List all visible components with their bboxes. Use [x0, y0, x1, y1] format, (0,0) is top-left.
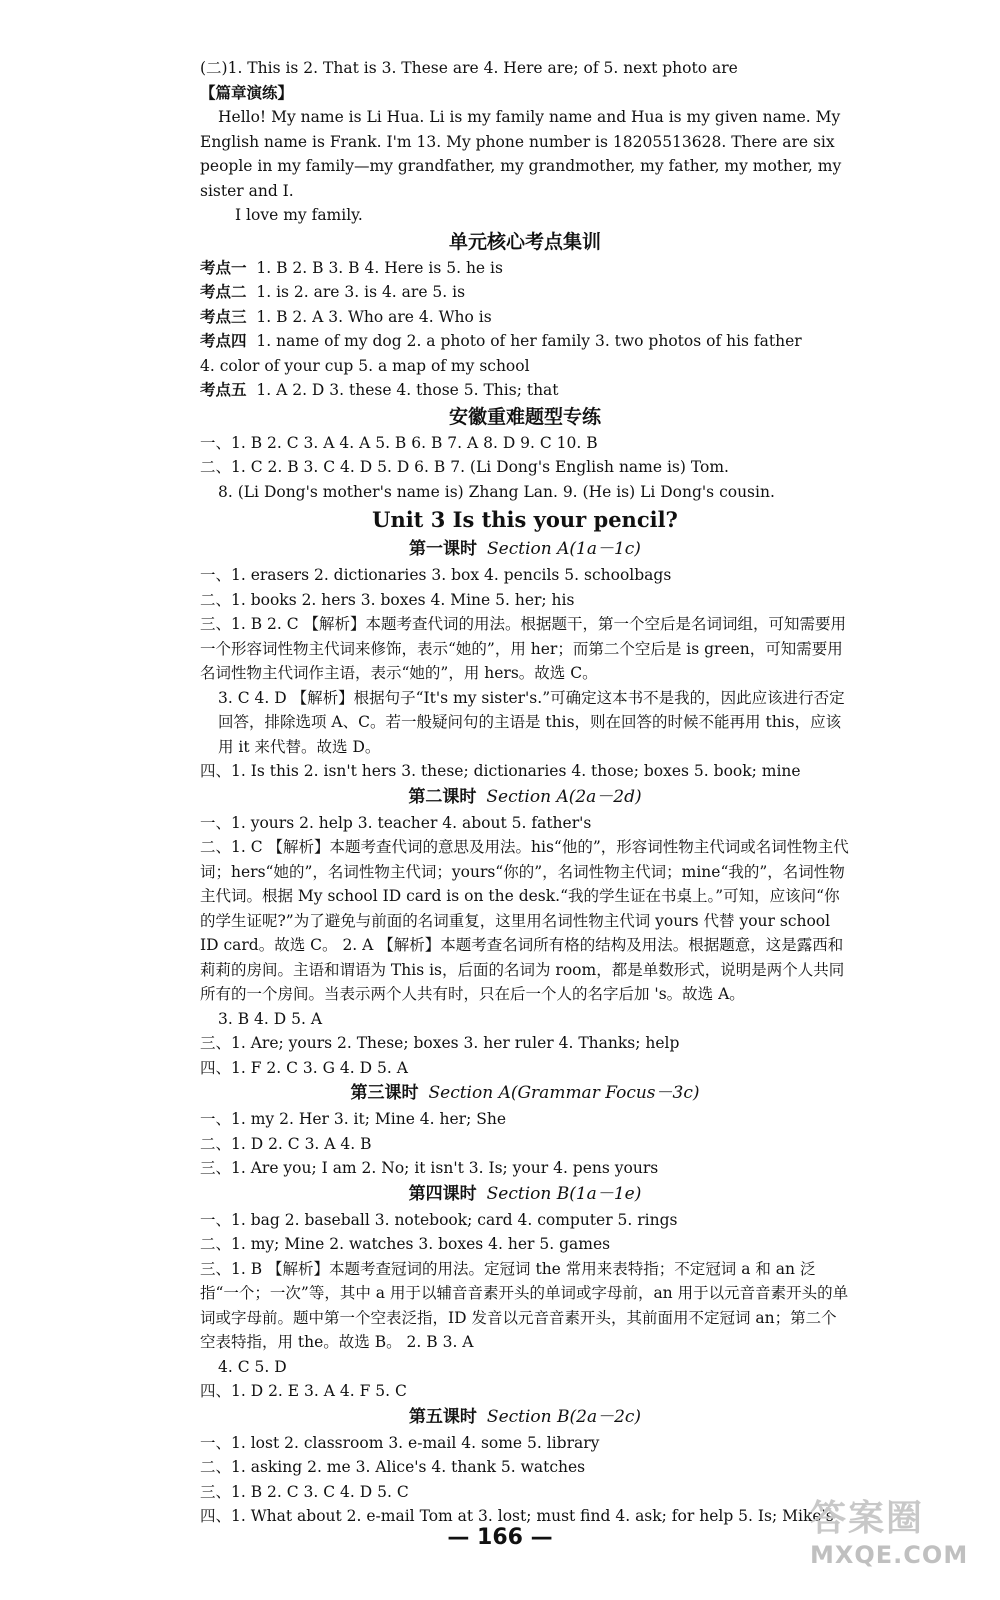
- text-line: (二)1. This is 2. That is 3. These are 4. Here are; of 5. next photo are: [200, 59, 738, 77]
- lesson-section: Section A(2a－2d): [486, 786, 642, 807]
- answer-line: 1. is 2. are 3. is 4. are 5. is: [256, 283, 466, 301]
- lesson-section: Section B(1a－1e): [486, 1183, 642, 1204]
- lesson-heading: [200, 1080, 850, 1107]
- lesson-title: 第三课时: [350, 1083, 419, 1103]
- answer-line: 8. (Li Dong's mother's name is) Zhang Lan. 9. (He is) Li Dong's cousin.: [218, 482, 775, 501]
- answer-line: 1. A 2. D 3. these 4. those 5. This; that: [256, 381, 559, 399]
- heading-core: 单元核心考点集训: [448, 230, 601, 253]
- lesson-section: Section A(Grammar Focus－3c): [428, 1083, 700, 1103]
- answer-line: 一、1. yours 2. help 3. teacher 4. about 5. father's: [200, 813, 592, 832]
- answer-line: 4. C 5. D: [218, 1357, 287, 1376]
- answer-line: 一、1. lost 2. classroom 3. e-mail 4. some 5. library: [200, 1433, 600, 1452]
- answer-line: 1. name of my dog 2. a photo of her family 3. two photos of his father: [256, 332, 802, 350]
- answer-line: 四、1. Is this 2. isn't hers 3. these; dictionaries 4. those; boxes 5. book; mine: [200, 762, 801, 780]
- watermark-en: MXQE.COM: [810, 1541, 969, 1569]
- unit-title: Unit 3 Is this your pencil?: [372, 507, 678, 532]
- answer-line: 1. B 2. B 3. B 4. Here is 5. he is: [256, 258, 503, 277]
- answer-page: [200, 56, 850, 1529]
- answer-line: 1. B 2. A 3. Who are 4. Who is: [256, 307, 492, 326]
- watermark-cn: 答案圈: [810, 1498, 925, 1539]
- answer-line: 三、1. Are you; I am 2. No; it isn't 3. Is; your 4. pens yours: [200, 1159, 659, 1177]
- answer-line: 3. B 4. D 5. A: [218, 1009, 323, 1028]
- answer-line: 三、1. Are; yours 2. These; boxes 3. her ruler 4. Thanks; help: [200, 1034, 680, 1052]
- paragraph: Hello! My name is Li Hua. Li is my family name and Hua is my given name. My English name is Frank. I'm 13. My phone number is 18205513628. There are six people in my family—my grandfather, my grandmother, my father, my mother, my sister and I.: [200, 108, 842, 200]
- point-tag: 考点四: [200, 331, 247, 350]
- answer-line: 一、1. my 2. Her 3. it; Mine 4. her; She: [200, 1110, 507, 1128]
- lesson-heading: [200, 1181, 850, 1208]
- lesson-section: Section B(2a－2c): [486, 1406, 642, 1427]
- answer-line: 三、1. B 2. C 3. C 4. D 5. C: [200, 1482, 409, 1501]
- answer-line: 四、1. D 2. E 3. A 4. F 5. C: [200, 1382, 407, 1400]
- point-tag: 考点一: [200, 257, 247, 277]
- section-label: 【篇章演练】: [200, 82, 294, 102]
- point-tag: 考点二: [200, 282, 247, 301]
- answer-explanation: 二、1. C 【解析】本题考查代词的意思及用法。his“他的”，形容词性物主代词或名词性物主代词；hers“她的”，名词性物主代词；yours“你的”，名词性物主代词；mine“我的”，名词性物主代词。根据 My school ID card is on the desk.“我的学生证在书桌上。”可知，应该问“你的学生证呢?”为了避免与前面的名词重复，这里用名词性物主代词 yours 代替 your school ID card。故选 C。 2. A 【解析】本题考查名词所有格的结构及用法。根据题意，这是露西和莉莉的房间。主语和谓语为 This is，后面的名词为 room，都是单数形式，说明是两个人共同所有的一个房间。当表示两个人共有时，只在后一个人的名字后加 's。故选 A。: [200, 838, 849, 1003]
- lesson-title: 第四课时: [408, 1183, 477, 1204]
- answer-explanation: 3. C 4. D 【解析】根据句子“It's my sister's.”可确定这本书不是我的，因此应该进行否定回答，排除选项 A、C。若一般疑问句的主语是 this，则在回答的时候不能再用 this，应该用 it 来代替。故选 D。: [218, 688, 845, 756]
- answer-line: 二、1. asking 2. me 3. Alice's 4. thank 5. watches: [200, 1458, 586, 1476]
- answer-line: 一、1. bag 2. baseball 3. notebook; card 4. computer 5. rings: [200, 1210, 678, 1229]
- lesson-heading: [200, 1404, 850, 1431]
- answer-line: 一、1. erasers 2. dictionaries 3. box 4. pencils 5. schoolbags: [200, 566, 672, 584]
- answer-line: 二、1. books 2. hers 3. boxes 4. Mine 5. her; his: [200, 590, 575, 609]
- heading-anhui: 安徽重难题型专练: [448, 405, 601, 428]
- lesson-title: 第一课时: [409, 539, 478, 559]
- page-number: — 166 —: [447, 1525, 553, 1550]
- answer-line: 4. color of your cup 5. a map of my school: [200, 356, 530, 375]
- answer-explanation: 三、1. B 【解析】本题考查冠词的用法。定冠词 the 常用来表特指；不定冠词 a 和 an 泛指“一个；一次”等，其中 a 用于以辅音音素开头的单词或字母前，an 用于以元音音素开头的单词或字母前。题中第一个空表泛指，ID 发音以元音音素开头，其前面用不定冠词 an；第二个空表特指，用 the。故选 B。 2. B 3. A: [200, 1259, 849, 1351]
- point-tag: 考点五: [200, 380, 247, 399]
- lesson-section: Section A(1a－1c): [487, 539, 641, 559]
- answer-line: 四、1. F 2. C 3. G 4. D 5. A: [200, 1058, 408, 1077]
- text-line: I love my family.: [235, 206, 363, 224]
- point-tag: 考点三: [200, 306, 247, 326]
- lesson-title: 第五课时: [408, 1406, 477, 1427]
- answer-explanation: 三、1. B 2. C 【解析】本题考查代词的用法。根据题干，第一个空后是名词词组，可知需要用一个形容词性物主代词来修饰，表示“她的”，用 her；而第二个空后是 is green，可知需要用名词性物主代词作主语，表示“她的”，用 hers。故选 C。: [200, 615, 847, 682]
- answer-line: 二、1. my; Mine 2. watches 3. boxes 4. her 5. games: [200, 1235, 611, 1253]
- watermark-logo: [810, 1490, 970, 1580]
- lesson-heading: [200, 536, 850, 563]
- answer-line: 二、1. D 2. C 3. A 4. B: [200, 1134, 372, 1153]
- answer-line: 一、1. B 2. C 3. A 4. A 5. B 6. B 7. A 8. D 9. C 10. B: [200, 433, 598, 452]
- answer-line: 四、1. What about 2. e-mail Tom at 3. lost; must find 4. ask; for help 5. Is; Mike's: [200, 1507, 834, 1525]
- answer-line: 二、1. C 2. B 3. C 4. D 5. D 6. B 7. (Li Dong's English name is) Tom.: [200, 458, 729, 476]
- lesson-heading: [200, 784, 850, 811]
- lesson-title: 第二课时: [408, 786, 477, 807]
